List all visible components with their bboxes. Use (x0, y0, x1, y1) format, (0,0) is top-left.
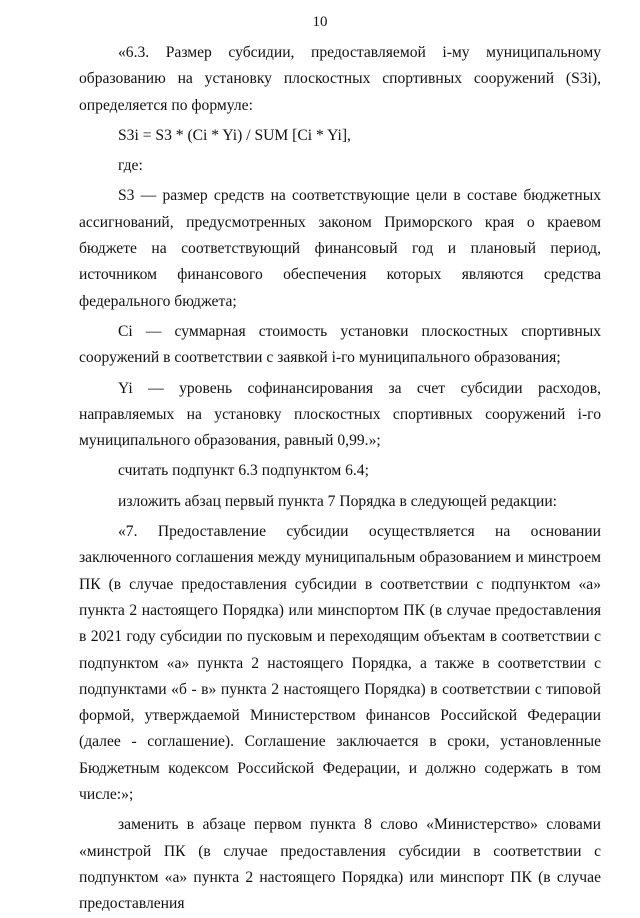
definition-s3: S3 — размер средств на соответствующие цели в составе бюджетных ассигнований, предусмотренных законом Приморского края о краевом бюджете на соответствующий финансовый год и плановый период, источником финансового обеспечения которых являются средства федерального бюджета; (79, 187, 601, 310)
paragraph-amend-7: изложить абзац первый пункта 7 Порядка в следующей редакции: (118, 492, 558, 510)
document-body (79, 40, 601, 918)
definition-yi: Yi — уровень софинансирования за счет субсидии расходов, направляемых на установку плоскостных спортивных сооружений i-го муниципального образования, равный 0,99.»; (79, 379, 601, 450)
definition-ci: Ci — суммарная стоимость установки плоскостных спортивных сооружений в соответствии с заявкой i-го муниципального образования; (79, 322, 601, 367)
paragraph-6-3-intro: «6.3. Размер субсидии, предоставляемой i-му муниципальному образованию на установку плоскостных спортивных сооружений (S3i), определяется по формуле: (79, 44, 601, 114)
paragraph-7-text: «7. Предоставление субсидии осуществляется на основании заключенного соглашения между муниципальным образованием и минстроем ПК (в случае предоставления субсидии в соответствии с подпунктом «а» пункта 2 настоящего Порядка) или минспортом ПК (в случае предоставления в 2021 году субсидии по пусковым и переходящим объектам в соответствии с подпунктом «а» пункта 2 настоящего Порядка, а также в соответствии с подпунктами «б - в» пункта 2 настоящего Порядка) в соответствии с типовой формой, утверждаемой Министерством финансов Российской Федерации (далее - соглашение). Соглашение заключается в сроки, установленные Бюджетным кодексом Российской Федерации, и должно содержать в том числе:»; (79, 523, 601, 804)
page-number: 10 (312, 14, 328, 30)
paragraph-where: где: (118, 157, 143, 175)
paragraph-amend-8: заменить в абзаце первом пункта 8 слово «Министерство» словами «минстрой ПК (в случае предоставления субсидии в соответствии с подпунктом «а» пункта 2 настоящего Порядка) или минспорт ПК (в случае предоставления (79, 816, 601, 913)
formula: S3i = S3 * (Ci * Yi) / SUM [Ci * Yi], (118, 126, 351, 144)
paragraph-renumber: считать подпункт 6.3 подпунктом 6.4; (118, 462, 369, 480)
